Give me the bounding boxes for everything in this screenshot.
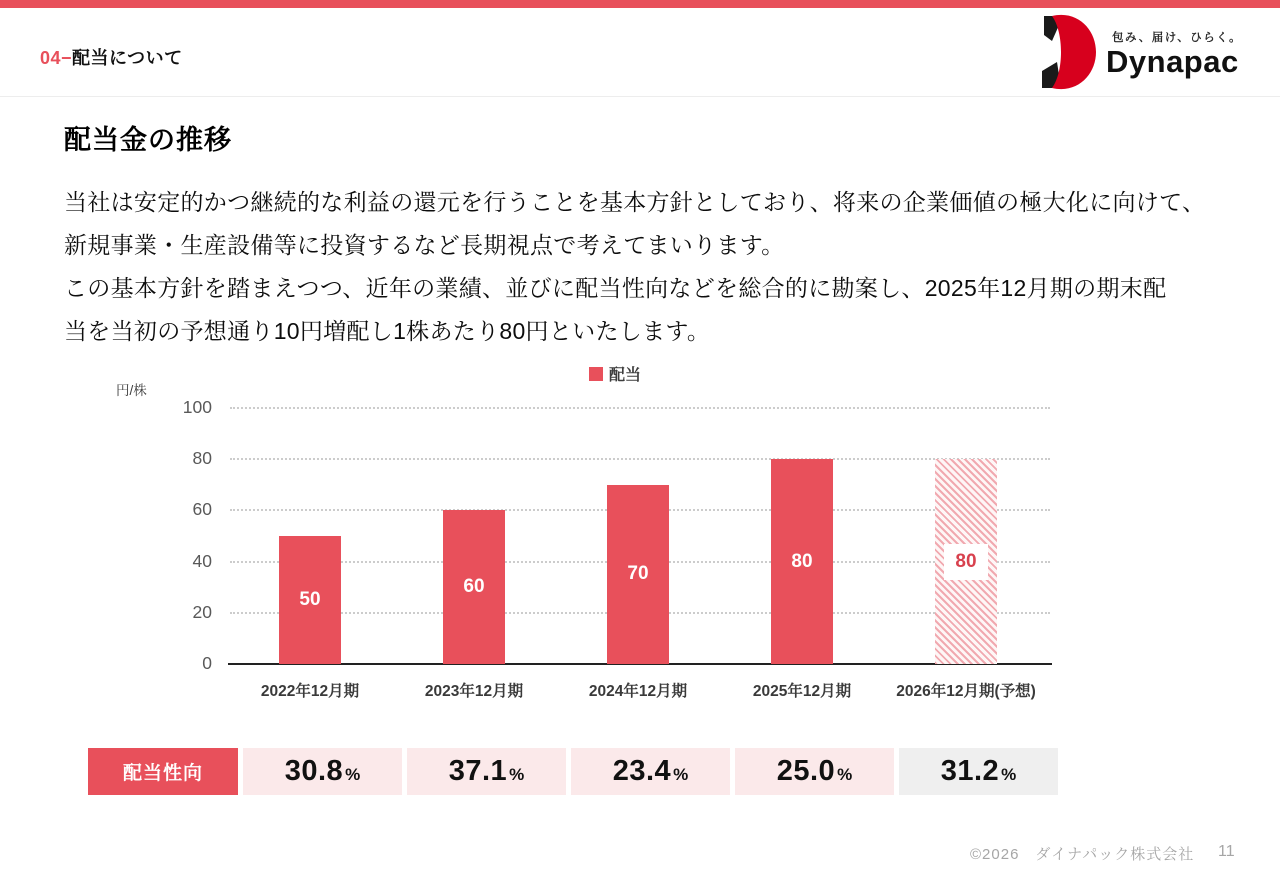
- body-line: この基本方針を踏まえつつ、近年の業績、並びに配当性向などを総合的に勘案し、2025年12月期の期末配: [64, 275, 1167, 301]
- payout-unit: %: [509, 765, 525, 784]
- gridline-80: [230, 458, 1050, 460]
- body-line: 新規事業・生産設備等に投資するなど長期視点で考えてまいります。: [64, 232, 785, 258]
- dividend-bar-2025年12月期: [771, 459, 833, 664]
- payout-unit: %: [837, 765, 853, 784]
- page-title: 配当金の推移: [64, 125, 232, 155]
- dividend-bar-2023年12月期: [443, 510, 505, 664]
- bar-value-label: 60: [463, 576, 485, 598]
- footer-copyright: ©2026 ダイナパック株式会社: [970, 846, 1195, 863]
- dividend-bar-2022年12月期: [279, 536, 341, 664]
- payout-cell-2022: [243, 748, 402, 795]
- payout-cell-2026-forecast: [899, 748, 1058, 795]
- payout-cell-2025: [735, 748, 894, 795]
- dividend-bar-2026年12月期(予想): [935, 459, 997, 664]
- x-axis-label: 2026年12月期(予想): [896, 683, 1036, 700]
- payout-unit: %: [673, 765, 689, 784]
- payout-cell-2024: [571, 748, 730, 795]
- y-axis-tick-80: 80: [192, 448, 212, 469]
- payout-unit: %: [345, 765, 361, 784]
- x-axis-label: 2022年12月期: [260, 683, 360, 700]
- legend-label: 配当: [609, 367, 642, 384]
- legend-swatch-icon: [589, 367, 603, 381]
- bar-value-label: 80: [944, 544, 987, 580]
- section-number: 04−: [40, 48, 73, 68]
- x-axis-label: 2024年12月期: [588, 683, 688, 700]
- payout-cell-2023: [407, 748, 566, 795]
- y-axis-tick-100: 100: [182, 397, 212, 417]
- bar-value-label: 50: [299, 589, 321, 610]
- payout-value: 30.8: [284, 755, 344, 787]
- bar-value-label: 70: [627, 563, 649, 585]
- y-axis-tick-20: 20: [192, 601, 212, 622]
- body-line: 当を当初の予想通り10円増配し1株あたり80円といたします。: [64, 318, 711, 344]
- footer-page-number: 11: [1218, 843, 1235, 860]
- body-line: 当社は安定的かつ継続的な利益の還元を行うことを基本方針としており、将来の企業価値の極大化に向けて、: [64, 189, 1206, 215]
- logo-tagline: 包み、届け、ひらく。: [1112, 32, 1242, 45]
- x-axis-label: 2025年12月期: [752, 683, 852, 700]
- x-axis-label: 2023年12月期: [424, 683, 524, 700]
- payout-ratio-table: [88, 748, 1058, 795]
- payout-value: 25.0: [776, 755, 836, 787]
- y-axis-tick-0: 0: [202, 653, 212, 673]
- section-title: 配当について: [72, 48, 183, 68]
- gridline-100: [230, 407, 1050, 409]
- payout-value: 23.4: [612, 755, 672, 787]
- payout-ratio-header: 配当性向: [88, 748, 238, 795]
- dividend-bar-2024年12月期: [607, 485, 669, 664]
- payout-value: 31.2: [940, 755, 1000, 787]
- logo-brand: Dynapac: [1106, 44, 1239, 80]
- y-axis-unit-label: 円/株: [116, 383, 147, 398]
- y-axis-tick-60: 60: [192, 499, 212, 520]
- payout-value: 37.1: [448, 755, 508, 787]
- payout-unit: %: [1001, 765, 1017, 784]
- y-axis-tick-40: 40: [192, 550, 212, 571]
- chart-legend: [589, 362, 641, 385]
- bar-value-label: 80: [791, 550, 813, 572]
